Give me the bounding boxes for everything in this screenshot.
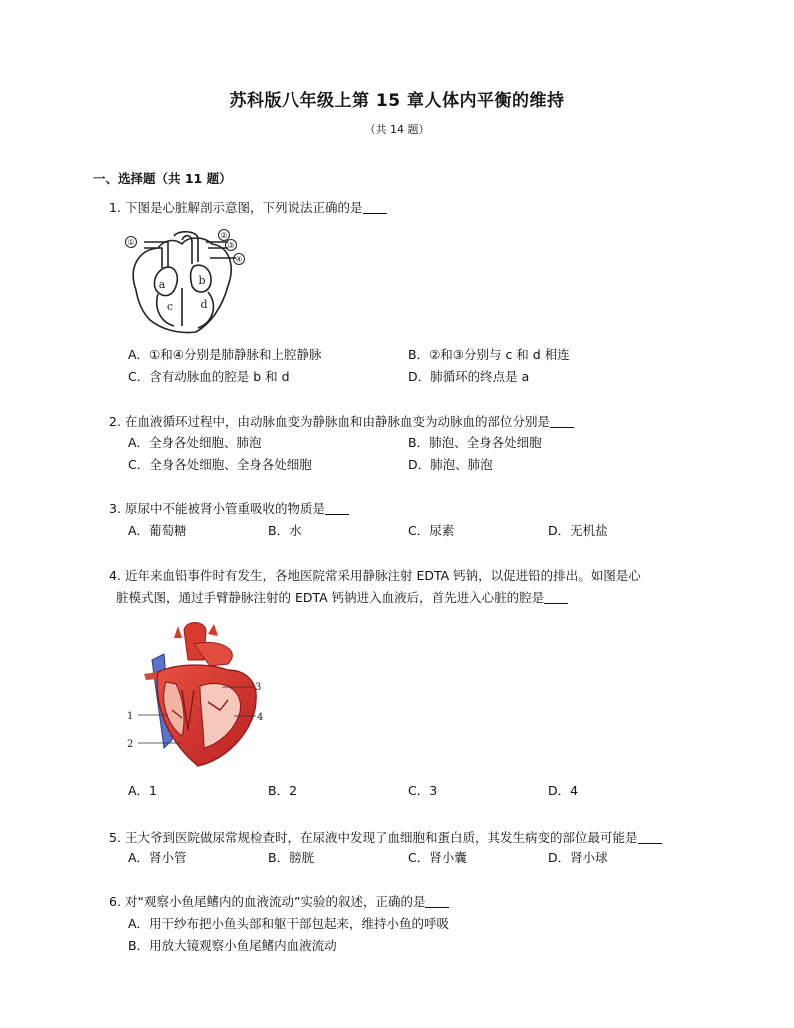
option-b[interactable]: B．膀胱	[268, 850, 315, 865]
question-stem: 对“观察小鱼尾鳍内的血液流动”实验的叙述，正确的是	[125, 894, 426, 909]
question-5	[109, 827, 709, 849]
option-a[interactable]: A．用干纱布把小鱼头部和躯干部包起来，维持小鱼的呼吸	[128, 916, 450, 931]
answer-blank	[550, 413, 574, 428]
question-number: 6.	[109, 894, 121, 909]
option-c[interactable]: C．3	[408, 783, 438, 798]
question-number: 3.	[109, 501, 121, 516]
answer-blank	[638, 829, 662, 844]
question-stem: 原尿中不能被肾小管重吸收的物质是	[125, 501, 326, 516]
label-1: ①	[127, 238, 135, 247]
question-stem: 近年来血铅事件时有发生，各地医院常采用静脉注射 EDTA 钙钠，以促进铅的排出。如图是心	[125, 568, 641, 583]
question-2	[109, 411, 709, 433]
answer-blank	[544, 589, 568, 604]
label-c: c	[166, 300, 174, 313]
label-2: 2	[127, 739, 134, 750]
page-title: 苏科版八年级上第 15 章人体内平衡的维持	[229, 91, 565, 111]
question-number: 2.	[109, 414, 121, 429]
option-b[interactable]: B．②和③分别与 c 和 d 相连	[408, 347, 570, 362]
question-4	[109, 565, 709, 609]
label-4: 4	[257, 712, 264, 723]
option-d[interactable]: D．无机盐	[548, 523, 608, 538]
option-b[interactable]: B．用放大镜观察小鱼尾鳍内血液流动	[128, 938, 337, 953]
question-stem-continued: 脏模式图，通过手臂静脉注射的 EDTA 钙钠进入血液后，首先进入心脏的腔是	[116, 590, 545, 605]
page-subtitle: （共 14 题）	[364, 123, 430, 136]
label-a: a	[158, 278, 166, 291]
question-stem: 在血液循环过程中，由动脉血变为静脉血和由静脉血变为动脉血的部位分别是	[125, 414, 551, 429]
heart-diagram-sketch	[124, 228, 254, 338]
label-4: ④	[235, 255, 243, 264]
option-c[interactable]: C．全身各处细胞、全身各处细胞	[128, 457, 312, 472]
label-3: ③	[227, 241, 235, 250]
option-a[interactable]: A．全身各处细胞、肺泡	[128, 435, 262, 450]
label-d: d	[200, 298, 208, 311]
option-b[interactable]: B．肺泡、全身各处细胞	[408, 435, 542, 450]
label-2: ②	[220, 231, 228, 240]
option-d[interactable]: D．4	[548, 783, 579, 798]
label-1: 1	[127, 711, 134, 722]
question-number: 4.	[109, 568, 121, 583]
question-3	[109, 498, 709, 520]
question-6	[109, 891, 709, 913]
option-d[interactable]: D．肺循环的终点是 a	[408, 369, 530, 384]
option-b[interactable]: B．2	[268, 783, 298, 798]
option-d[interactable]: D．肺泡、肺泡	[408, 457, 493, 472]
question-stem: 王大爷到医院做尿常规检查时，在尿液中发现了血细胞和蛋白质，其发生病变的部位最可能是	[125, 830, 638, 845]
answer-blank	[363, 199, 387, 214]
question-stem: 下图是心脏解剖示意图，下列说法正确的是	[125, 200, 363, 215]
label-3: 3	[255, 682, 262, 693]
answer-blank	[325, 500, 349, 515]
option-c[interactable]: C．含有动脉血的腔是 b 和 d	[128, 369, 290, 384]
option-d[interactable]: D．肾小球	[548, 850, 608, 865]
answer-blank	[425, 893, 449, 908]
question-number: 1.	[109, 200, 121, 215]
option-a[interactable]: A．肾小管	[128, 850, 187, 865]
question-1	[109, 197, 709, 219]
label-b: b	[198, 274, 206, 287]
option-b[interactable]: B．水	[268, 523, 302, 538]
option-a[interactable]: A．①和④分别是肺静脉和上腔静脉	[128, 347, 322, 362]
option-c[interactable]: C．肾小囊	[408, 850, 467, 865]
question-number: 5.	[109, 830, 121, 845]
section-heading: 一、选择题（共 11 题）	[93, 171, 232, 186]
option-c[interactable]: C．尿素	[408, 523, 455, 538]
heart-model-illustration	[124, 620, 270, 772]
option-a[interactable]: A．1	[128, 783, 158, 798]
option-a[interactable]: A．葡萄糖	[128, 523, 187, 538]
